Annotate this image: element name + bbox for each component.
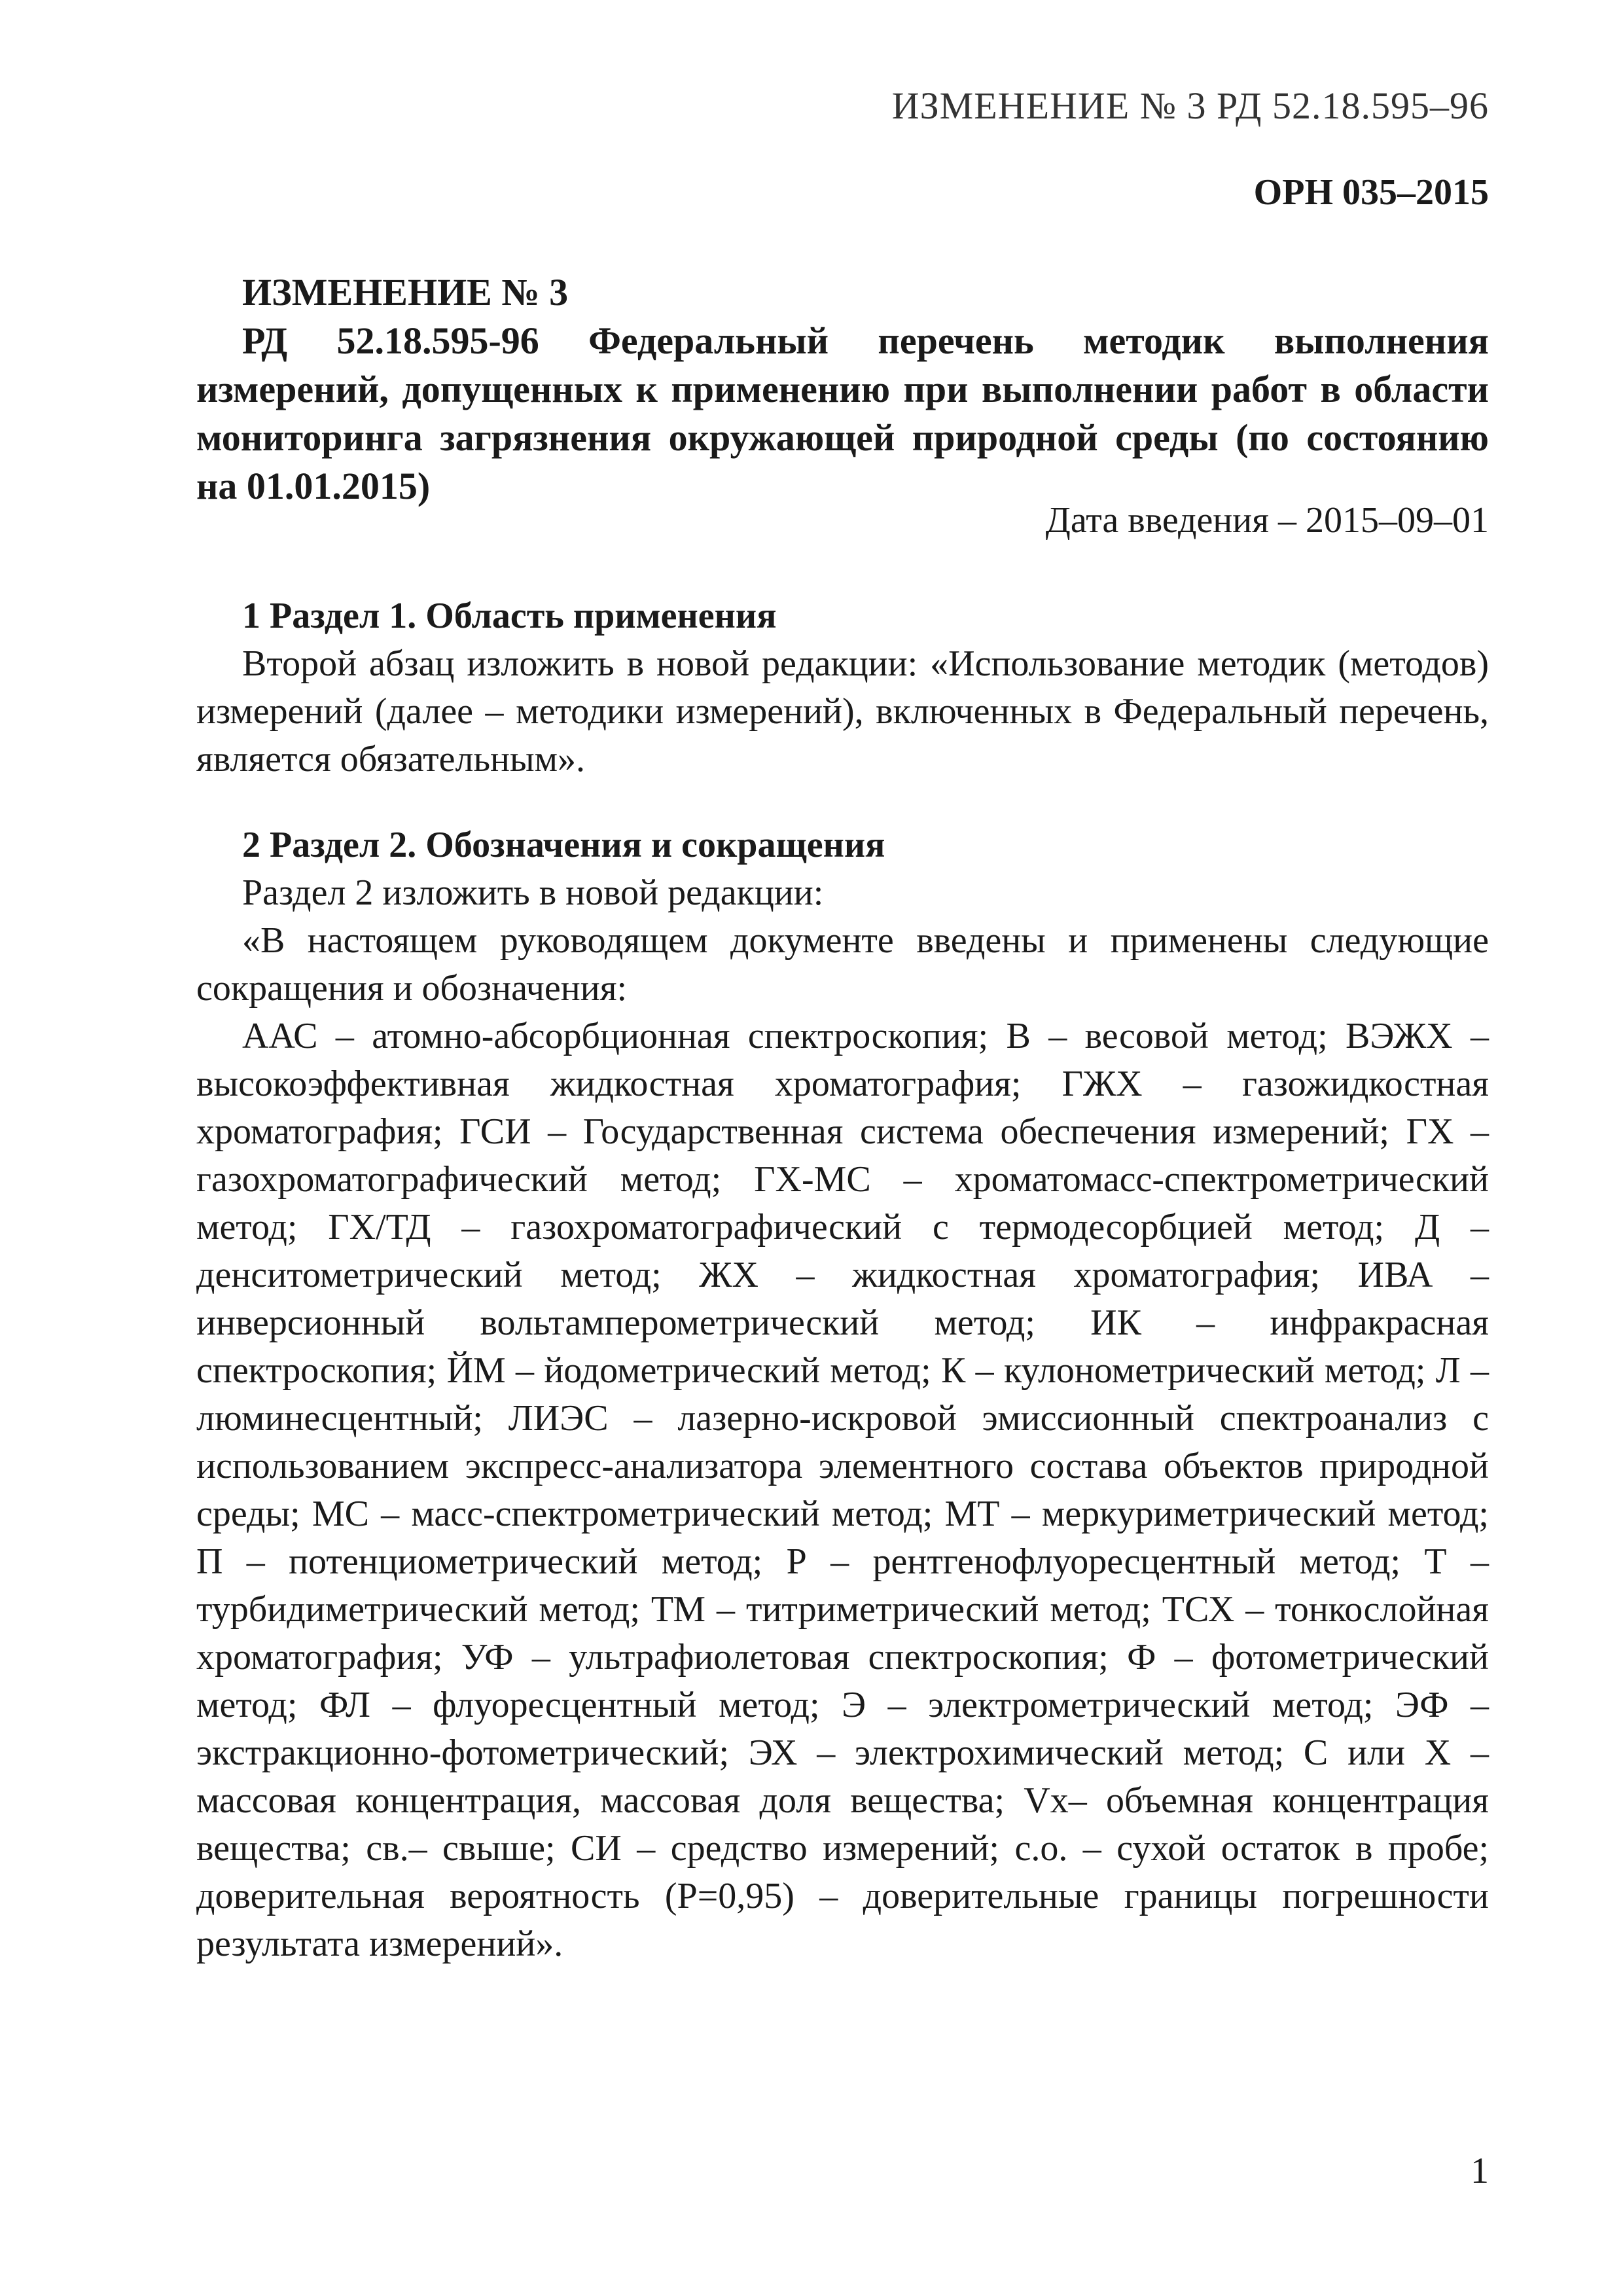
section-2-heading: 2 Раздел 2. Обозначения и сокращения <box>242 825 885 865</box>
section-1-heading: 1 Раздел 1. Область применения <box>242 596 777 636</box>
section-2-paragraph: Раздел 2 изложить в новой редакции: <box>242 872 824 913</box>
section-2-paragraph: «В настоящем руководящем документе введены и применены следующие сокращения и обозначения: <box>196 920 1489 1009</box>
document-code: ОРН 035–2015 <box>1253 172 1489 213</box>
section-1 <box>196 592 1489 783</box>
document-page <box>196 0 1489 2296</box>
change-title-block <box>196 268 1489 511</box>
section-1-paragraph: Второй абзац изложить в новой редакции: «Использование методик (методов) измерений (далее – методики измерений), включенных в Федеральный перечень, является обязательным». <box>196 643 1489 780</box>
document-name: РД 52.18.595-96 Федеральный перечень методик выполнения измерений, допущенных к применению при выполнении работ в области мониторинга загрязнения окружающей природной среды (по состоянию на 01.01.2015) <box>196 319 1489 507</box>
section-2 <box>196 821 1489 1968</box>
running-head: ИЗМЕНЕНИЕ № 3 РД 52.18.595–96 <box>891 84 1489 127</box>
change-number: ИЗМЕНЕНИЕ № 3 <box>242 271 569 314</box>
page-number: 1 <box>1471 2151 1489 2191</box>
section-2-abbreviations: ААС – атомно-абсорбционная спектроскопия; В – весовой метод; ВЭЖХ – высокоэффективная жидкостная хроматография; ГЖХ – газожидкостная хроматография; ГСИ – Государственная система обеспечения измерений; ГХ – газохроматографический метод; ГХ-МС – хроматомасс-спектрометрический метод; ГХ/ТД – газохроматографический с термодесорбцией метод; Д – денситометрический метод; ЖХ – жидкостная хроматография; ИВА – инверсионный вольтамперометрический метод; ИК – инфракрасная спектроскопия; ЙМ – йодометрический метод; К – кулонометрический метод; Л –люминесцентный; ЛИЭС – лазерно-искровой эмиссионный спектроанализ с использованием экспресс-анализатора элементного состава объектов природной среды; МС – масс-спектрометрический метод; МТ – меркуриметрический метод; П – потенциометрический метод; Р – рентгенофлуоресцентный метод; Т – турбидиметрический метод; ТМ – титриметрический метод; ТСХ – тонкослойная хроматография; УФ – ультрафиолетовая спектроскопия; Ф – фотометрический метод; ФЛ – флуоресцентный метод; Э – электрометрический метод; ЭФ – экстракционно-фотометрический; ЭХ – электрохимический метод; С или Х – массовая концентрация, массовая доля вещества; Vх– объемная концентрация вещества; св.– свыше; СИ – средство измерений; с.о. – сухой остаток в пробе; доверительная вероятность (Р=0,95) – доверительные границы погрешности результата измерений». <box>196 1016 1489 1964</box>
date-introduced: Дата введения – 2015–09–01 <box>1045 500 1489 541</box>
